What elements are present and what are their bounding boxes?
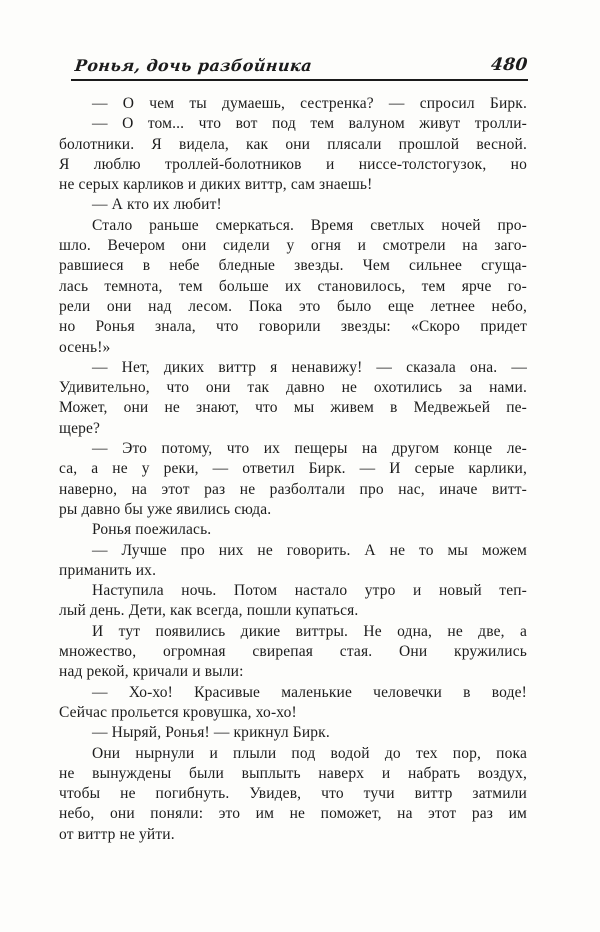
text-line: са, а не у реки, — ответил Бирк. — И серые карлики, [59, 460, 527, 478]
text-line: Удивительно, что они так давно не охотились за нами. [59, 379, 527, 397]
text-line: но Ронья знала, что говорили звезды: «Скоро придет [59, 318, 527, 336]
text-line: Может, они не знают, что мы живем в Медвежьей пе- [59, 399, 527, 417]
text-line: щере? [59, 419, 101, 437]
text-line: лый день. Дети, как всегда, пошли купаться. [59, 602, 359, 620]
text-line: осень!» [59, 338, 111, 356]
text-line: не серых карликов и диких виттр, сам знаешь! [59, 176, 373, 194]
text-line: — Нет, диких виттр я ненавижу! — сказала она. — [92, 358, 527, 376]
text-line: наверно, на этот раз не разболтали про нас, иначе витт- [59, 480, 527, 498]
text-line: шло. Вечером они сидели у огня и смотрели на заго- [59, 237, 527, 255]
text-line: Они нырнули и плыли под водой до тех пор, пока [92, 744, 527, 762]
text-line: Наступила ночь. Потом настало утро и новый теп- [92, 582, 527, 600]
text-line: — О том... что вот под тем валуном живут тролли- [92, 115, 527, 133]
page-header [75, 53, 528, 75]
page-body [59, 94, 527, 845]
text-line: от виттр не уйти. [59, 825, 175, 843]
text-line: ры давно бы уже явились сюда. [59, 500, 272, 518]
text-line: Сейчас прольется кровушка, хо-хо! [59, 703, 297, 721]
text-line: — Хо-хо! Красивые маленькие человечки в воде! [92, 683, 527, 701]
text-line: Ронья поежилась. [92, 521, 212, 539]
text-line: — Ныряй, Ронья! — крикнул Бирк. [92, 724, 330, 742]
text-line: Я люблю троллей-болотников и ниссе-толстогузок, но [59, 155, 527, 173]
text-line: И тут появились дикие виттры. Не одна, не две, а [92, 622, 527, 640]
text-line: рели они над лесом. Пока это было еще летнее небо, [59, 297, 527, 315]
text-line: чтобы не погибнуть. Увидев, что тучи виттр затмили [59, 785, 527, 803]
page-number: 480 [490, 55, 530, 75]
text-line: приманить их. [59, 561, 157, 579]
text-line: — Это потому, что их пещеры на другом конце ле- [92, 440, 527, 458]
text-line: — Лучше про них не говорить. А не то мы можем [92, 541, 527, 559]
text-line: Стало раньше смеркаться. Время светлых ночей про- [92, 216, 527, 234]
text-line: лась темнота, тем больше их становилось, тем ярче го- [59, 277, 527, 295]
text-line: небо, они поняли: это им не поможет, на этот раз им [59, 805, 527, 823]
text-line: множество, огромная свирепая стая. Они кружились [59, 643, 527, 661]
header-rule [71, 79, 528, 81]
text-line: болотники. Я видела, как они плясали прошлой весной. [59, 135, 527, 153]
text-line: не вынуждены были выплыть наверх и набрать воздух, [59, 764, 527, 782]
text-line: — А кто их любит! [92, 196, 222, 214]
text-line: равшиеся в небе бледные звезды. Чем сильнее сгуща- [59, 257, 527, 275]
text-line: — О чем ты думаешь, сестренка? — спросил Бирк. [92, 95, 527, 112]
running-title: Ронья, дочь разбойника [74, 56, 314, 75]
text-line: над рекой, кричали и выли: [59, 663, 244, 681]
